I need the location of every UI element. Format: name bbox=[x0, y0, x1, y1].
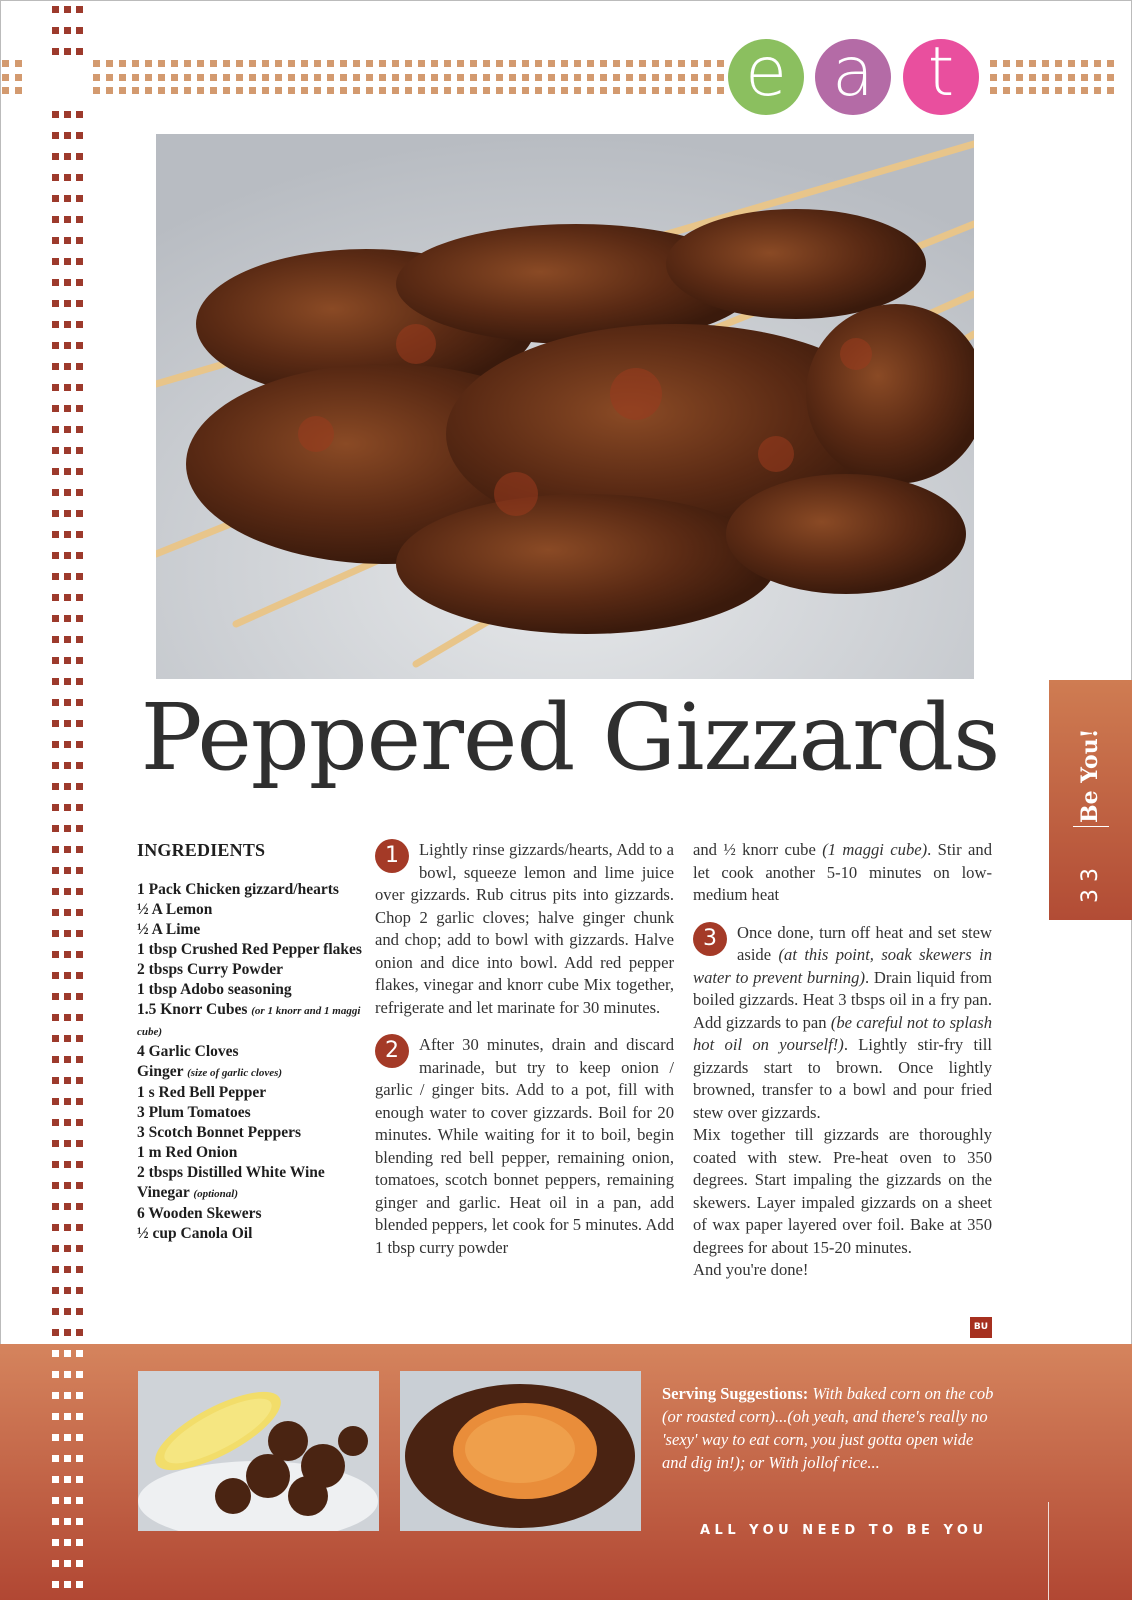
step-2-cont-text-a: and ½ knorr cube bbox=[693, 840, 823, 859]
footer-divider bbox=[1048, 1502, 1049, 1600]
ingredients-heading: INGREDIENTS bbox=[137, 840, 266, 860]
ingredient-item: Ginger (size of garlic cloves) bbox=[137, 1063, 283, 1080]
ingredient-item: 1 tbsp Adobo seasoning bbox=[137, 981, 292, 998]
step-3-text-b: . Drain liquid from boiled gizzards. Heat 3 tbsps oil in a fry pan. Add gizzards to pan bbox=[693, 967, 993, 1032]
ingredient-item: 1 m Red Onion bbox=[137, 1144, 238, 1161]
serving-suggestions bbox=[662, 1382, 998, 1474]
logo-letter-t: t bbox=[903, 39, 979, 115]
ingredient-item: 1.5 Knorr Cubes (or 1 knorr and 1 maggi cube) bbox=[137, 1001, 361, 1038]
serving-text: With baked corn on the cob (or roasted corn)...(oh yeah, and there's really no 'sexy' way to eat corn, you just gotta open wide and dig in!); or With jollof rice... bbox=[662, 1384, 994, 1472]
step-1-number: 1 bbox=[375, 839, 409, 873]
ingredient-item: 2 tbsps Distilled White Wine Vinegar (optional) bbox=[137, 1164, 325, 1201]
step-3-number: 3 bbox=[693, 922, 727, 956]
ingredient-item: ½ cup Canola Oil bbox=[137, 1225, 253, 1242]
step-2-number: 2 bbox=[375, 1034, 409, 1068]
ingredient-item: 2 tbsps Curry Powder bbox=[137, 961, 283, 978]
page-number: 3 3 bbox=[1078, 868, 1103, 903]
ingredient-item: 3 Plum Tomatoes bbox=[137, 1104, 251, 1121]
photo-corn-and-gizzards bbox=[138, 1371, 379, 1531]
step-2-cont-italic: (1 maggi cube) bbox=[822, 840, 928, 859]
step-3-italic-1: (at this point, soak skewers in water to prevent burning) bbox=[693, 945, 992, 987]
ingredient-item: 4 Garlic Cloves bbox=[137, 1043, 239, 1060]
end-mark-logo: BU bbox=[970, 1317, 992, 1338]
photo-jollof-rice bbox=[400, 1371, 641, 1531]
ingredient-item: 1 s Red Bell Pepper bbox=[137, 1084, 267, 1101]
logo-letter-e: e bbox=[728, 39, 804, 115]
step-3-text-c: . Lightly stir-fry till gizzards start to brown. Once lightly browned, transfer to a bowl and pour fried stew over gizzards. bbox=[693, 1035, 992, 1122]
step-2-cont-text-b: . Stir and let cook another 5-10 minutes on low-medium heat bbox=[693, 840, 992, 904]
step-2-text: After 30 minutes, drain and discard marinade, but try to keep onion / garlic / ginger bits. Add to a pot, fill with enough water to cover gizzards. Boil for 20 minutes. While waiting for it to boil, begin blending red bell pepper, remaining onion, tomatoes, scotch bonnet peppers, remaining ginger and garlic. Heat oil in a pan, add blended peppers, let cook for 5 minutes. Add 1 tbsp curry powder bbox=[375, 1035, 674, 1257]
ingredient-item: ½ A Lime bbox=[137, 921, 201, 938]
ingredient-item: 1 tbsp Crushed Red Pepper flakes bbox=[137, 941, 362, 958]
tagline: ALL YOU NEED TO BE YOU bbox=[700, 1523, 988, 1538]
ingredient-item: 1 Pack Chicken gizzard/hearts bbox=[137, 881, 339, 898]
ingredient-item: ½ A Lemon bbox=[137, 901, 213, 918]
closing-line: And you're done! bbox=[693, 1260, 809, 1279]
serving-label: Serving Suggestions: bbox=[662, 1384, 809, 1403]
magazine-name: Be You! bbox=[1077, 728, 1103, 823]
logo-letter-a: a bbox=[815, 39, 891, 115]
ingredient-item: 6 Wooden Skewers bbox=[137, 1205, 262, 1222]
step-3-continued: Mix together till gizzards are thoroughly coated with stew. Pre-heat oven to 350 degrees. Start impaling the gizzards on the skewers. Layer impaled gizzards on a sheet of wax paper layered over foil. Bake at 350 degrees for about 15-20 minutes. bbox=[693, 1125, 992, 1257]
ingredient-item: 3 Scotch Bonnet Peppers bbox=[137, 1124, 302, 1141]
step-1-text: Lightly rinse gizzards/hearts, Add to a bowl, squeeze lemon and lime juice over gizzards. Rub citrus pits into gizzards. Chop 2 garlic cloves; halve ginger chunk and chop; add to bowl with gizzards. Halve onion and dice into bowl. Add red pepper flakes, vinegar and knorr cube Mix together, refrigerate and let marinate for 30 minutes. bbox=[375, 840, 674, 1017]
step-3-italic-2: (be careful not to splash hot oil on yourself!) bbox=[693, 1012, 992, 1054]
step-3-text-a: Once done, turn off heat and set stew aside bbox=[737, 922, 992, 964]
recipe-title: Peppered Gizzards bbox=[140, 684, 1000, 791]
